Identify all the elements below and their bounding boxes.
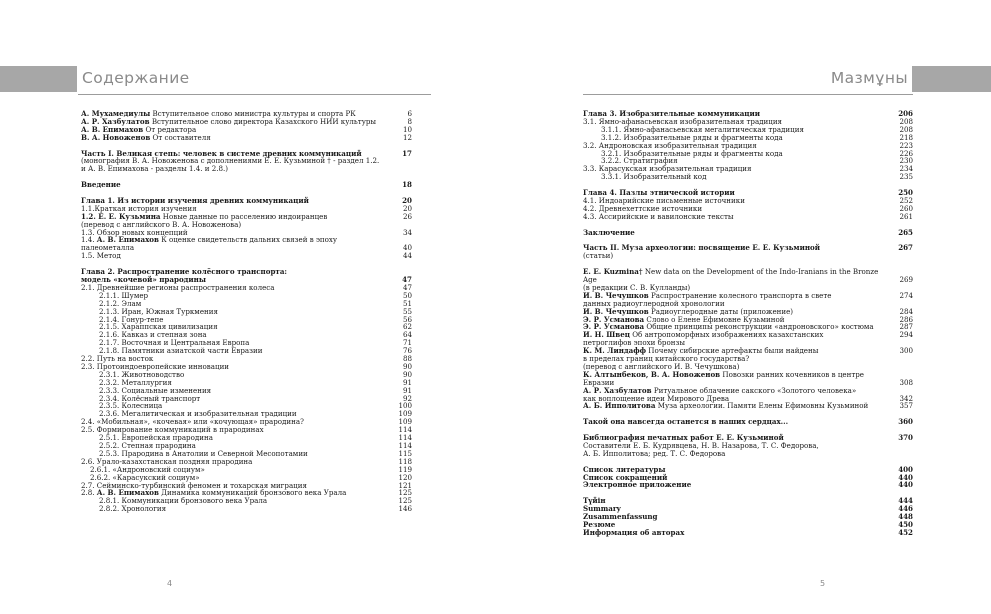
toc-entry-text: 2.3.6. Мегалитическая и изобразительная традиции (99, 409, 297, 419)
toc-entry-author: А. Б. Ипполитова (583, 401, 656, 411)
toc-entry-text: Введение (81, 180, 121, 190)
toc-entry-title (583, 229, 889, 237)
toc-entry-text: 3.1. Ямно-афанасьевская изобразительная традиция (583, 116, 783, 126)
toc-entry-title (583, 529, 889, 537)
toc-entry-page: 125 (398, 496, 412, 506)
toc-entry-text: От составителя (152, 132, 211, 142)
toc-entry-page: 18 (402, 180, 412, 190)
toc-entry-author: И. В. Чечушков (583, 290, 649, 300)
toc-entry-text: Повозки ранних кочевников в центре Евразии (583, 369, 865, 387)
toc-entry-page: 26 (402, 211, 412, 221)
toc-entry-page: 118 (398, 456, 412, 466)
toc-entry-title (583, 213, 889, 221)
toc-entry-text: 3.3. Карасукская изобразительная традиция (583, 164, 752, 174)
toc-entry-text: Заключение (583, 227, 635, 237)
toc-entry-page: 440 (898, 472, 913, 482)
toc-entry-page: 261 (899, 211, 913, 221)
toc-entry-page: 235 (899, 172, 913, 182)
toc-entry-page: 90 (402, 361, 412, 371)
toc-entry-text: Радиоуглеродные даты (приложение) (650, 306, 794, 316)
toc-entry-page: 64 (402, 330, 412, 340)
toc-entry-text: 1.5. Метод (81, 251, 121, 261)
toc-entry-text: 4.3. Ассирийские и вавилонские тексты (583, 211, 734, 221)
toc-entry-title (583, 402, 889, 410)
toc-entry-text: 2.2. Путь на восток (81, 354, 154, 364)
toc-entry-text: 4.1. Индоарийские письменные источники (583, 195, 745, 205)
toc-entry (81, 236, 412, 252)
toc-entry-text: и А. В. Епимахова - разделы 1.4. и 2.8.) (81, 164, 229, 174)
toc-entry-page: 208 (899, 124, 913, 134)
toc-entry-page: 300 (899, 346, 913, 356)
toc-entry-page: 357 (899, 401, 913, 411)
toc-spacer (583, 489, 913, 497)
toc-entry-text: (перевод с английского В. А. Новоженова) (81, 219, 242, 229)
toc-entry-text: Новые данные по расселению индоиранцев (162, 211, 328, 221)
toc-entry (583, 213, 913, 221)
toc-entry-page: 448 (898, 512, 913, 522)
toc-entry-title (583, 252, 889, 260)
toc-entry-text: 2.8.2. Хронология (99, 504, 167, 514)
toc-entry-text: 2.7. Сейминско-турбинский феномен и тохарская миграция (81, 480, 307, 490)
right-page-title: Мазмұны (830, 69, 908, 87)
toc-entry-title (583, 268, 889, 284)
toc-entry-page: 114 (398, 433, 412, 443)
left-header-bar (0, 66, 77, 92)
toc-entry-text: 2.6.2. «Карасукский социум» (90, 472, 200, 482)
toc-entry-text: (статьи) (583, 251, 614, 261)
toc-entry-title (583, 481, 889, 489)
toc-entry-text: Об антропоморфных изображениях казахстанских (632, 330, 824, 340)
toc-entry-title (583, 513, 889, 521)
toc-entry-text: Список сокращений (583, 472, 668, 482)
toc-entry-text: 4.2. Древнехеттские источники (583, 203, 703, 213)
toc-entry-title (583, 371, 889, 387)
toc-entry-text: 3.1.1. Ямно-афанасьевская мегалитическая традиция (601, 124, 804, 134)
toc-entry-author: Е. Е. Kuzmina† (583, 267, 643, 277)
toc-entry-page: 44 (402, 251, 412, 261)
toc-entry-author: А. В. Епимахов (81, 124, 144, 134)
toc-entry-text: (в редакции С. В. Кулланды) (583, 282, 691, 292)
toc-entry (81, 181, 412, 189)
toc-entry-page: 260 (899, 203, 913, 213)
toc-entry-page: 62 (402, 322, 412, 332)
toc-entry-text: Такой она навсегда останется в наших сердцах... (583, 417, 789, 427)
toc-entry-page: 286 (899, 314, 913, 324)
toc-entry-text: Динамика коммуникаций бронзового века Урала (161, 488, 347, 498)
toc-entry-page: 17 (402, 148, 412, 158)
toc-entry-text: Глава 4. Пазлы этнической истории (583, 188, 735, 198)
toc-entry-title (583, 418, 889, 426)
toc-entry-page: 109 (398, 417, 412, 427)
left-divider (78, 94, 431, 95)
toc-entry (81, 252, 412, 260)
left-page-title: Содержание (82, 69, 190, 87)
toc-entry-text: 2.1.4. Гонур-тепе (99, 314, 164, 324)
toc-entry-text: 2.1.5. Хараппская цивилизация (99, 322, 218, 332)
toc-entry-text: 2.3. Протоиндоевропейские инновации (81, 361, 230, 371)
toc-entry-text: Часть II. Муза археологии: посвящение Е. Е. Кузьминой (583, 243, 821, 253)
toc-entry-page: 308 (899, 377, 913, 387)
toc-entry-page: 252 (899, 195, 913, 205)
toc-entry (583, 513, 913, 521)
toc-entry-author: 1.2. Е. Е. Кузьмина (81, 211, 161, 221)
toc-entry-page: 444 (898, 496, 913, 506)
toc-entry-text: Общие принципы реконструкции «андроновского» костюма (646, 322, 874, 332)
toc-entry-author: А. В. Епимахов (96, 235, 159, 245)
toc-entry-page: 370 (898, 433, 913, 443)
toc-entry-text: Глава 2. Распространение колёсного транспорта: (81, 267, 288, 277)
toc-entry-page: 287 (899, 322, 913, 332)
toc-entry-text: 2.1.1. Шумер (99, 290, 149, 300)
toc-entry-title (583, 173, 889, 181)
toc-entry-page: 206 (898, 109, 913, 118)
toc-entry-text: А. Б. Ипполитова; ред. Т. С. Федорова (583, 448, 726, 458)
toc-entry-page: 234 (899, 164, 913, 174)
toc-entry (583, 481, 913, 489)
toc-entry-text: 3.2. Андроновская изобразительная традиция (583, 140, 757, 150)
toc-entry-text: 1.1.Краткая история изучения (81, 203, 197, 213)
toc-entry-text: 2.5. Формирование коммуникаций в прародинах (81, 425, 264, 435)
toc-entry-text: Түйін (583, 496, 606, 506)
toc-entry-title (81, 165, 388, 173)
right-page-number: 5 (820, 579, 826, 588)
toc-entry-text: Глава 1. Из истории изучения древних коммуникаций (81, 195, 309, 205)
toc-entry-author: И. Н. Швец (583, 330, 630, 340)
toc-entry (81, 165, 412, 173)
toc-entry-page: 10 (402, 124, 412, 134)
toc-entry-page: 114 (398, 425, 412, 435)
toc-entry-page: 56 (402, 314, 412, 324)
toc-entry-text: (перевод с английского И. В. Чечушкова) (583, 361, 740, 371)
toc-spacer (81, 173, 412, 181)
toc-entry-text: петроглифов эпохи бронзы (583, 338, 685, 348)
toc-entry (81, 134, 412, 142)
toc-entry-text: 2.5.2. Степная прародина (99, 441, 196, 450)
toc-entry-page: 8 (407, 116, 412, 126)
toc-entry-text: 2.3.2. Металлургия (99, 377, 172, 387)
toc-entry-text: 2.6. Урало-казахстанская поздняя прародина (81, 456, 253, 466)
toc-entry-text: 2.1.2. Элам (99, 298, 142, 308)
toc-entry-page: 146 (398, 504, 412, 514)
toc-entry-page: 267 (898, 243, 913, 253)
toc-entry-page: 91 (402, 385, 412, 395)
toc-entry-text: Вступительное слово директора Казахского НИИ культуры (151, 116, 377, 126)
toc-entry-text: 3.3.1. Изобразительный код (601, 172, 707, 182)
toc-entry-text: 2.5.1. Европейская прародина (99, 433, 213, 443)
toc-entry-author: В. А. Новоженов (81, 132, 151, 142)
toc-entry-page: 452 (898, 527, 913, 537)
toc-entry-page: 50 (402, 290, 412, 300)
toc-entry-text: Резюме (583, 520, 616, 529)
toc-entry-page: 446 (898, 504, 913, 514)
toc-entry (583, 529, 913, 537)
toc-entry-page: 115 (398, 448, 412, 458)
toc-entry-page: 20 (402, 203, 412, 213)
toc-entry-page: 440 (898, 480, 913, 490)
toc-entry (583, 418, 913, 426)
toc-entry-author: А. Мухамедиулы (81, 109, 151, 118)
toc-entry-page: 119 (398, 464, 412, 474)
toc-entry-text: 2.3.1. Животноводство (99, 369, 185, 379)
right-header-bar (912, 66, 991, 92)
toc-entry-page: 120 (398, 472, 412, 482)
toc-entry-text: К оценке свидетельств дальних связей в эпоху палеометалла (81, 235, 338, 253)
toc-entry-page: 265 (898, 227, 913, 237)
toc-entry-text: (монография В. А. Новоженова с дополнениями Е. Е. Кузьминой † - раздел 1.2. (81, 156, 380, 166)
toc-entry-page: 125 (398, 488, 412, 498)
toc-entry-text: 2.3.3. Социальные изменения (99, 385, 212, 395)
toc-entry-text: Ритуальное облачение сакского «Золотого человека» (653, 385, 857, 395)
toc-entry-page: 400 (898, 464, 913, 474)
toc-entry-author: А. В. Епимахов (96, 488, 159, 498)
toc-entry-text: 2.1.7. Восточная и Центральная Европа (99, 338, 250, 348)
toc-entry-text: Список литературы (583, 464, 666, 474)
toc-entry-page: 6 (407, 109, 412, 118)
toc-entry-text: 2.4. «Мобильная», «кочевая» или «кочующая» прародина? (81, 417, 304, 427)
toc-entry-page: 55 (402, 306, 412, 316)
toc-entry-page: 100 (398, 401, 412, 411)
toc-entry-text: Zusammenfassung (583, 512, 658, 522)
toc-entry-text: 2.1.3. Иран, Южная Туркмения (99, 306, 218, 316)
toc-entry-page: 208 (899, 116, 913, 126)
toc-entry-page: 76 (402, 346, 412, 356)
toc-entry-text: в пределах границ китайского государства? (583, 354, 750, 364)
toc-entry-page: 90 (402, 369, 412, 379)
toc-entry-page: 226 (899, 148, 913, 158)
toc-entry-author: Э. Р. Усманова (583, 322, 645, 332)
toc-entry (583, 497, 913, 505)
left-page-number: 4 (167, 579, 173, 588)
toc-entry-page: 47 (402, 282, 412, 292)
toc-entry-number: 1.4. (81, 235, 97, 245)
toc-entry-text: Муза археологии. Памяти Елены Ефимовны Кузьминой (657, 401, 869, 411)
toc-entry-text: 2.1. Древнейшие регионы распространения колеса (81, 282, 275, 292)
toc-entry-text: Информация об авторах (583, 527, 685, 537)
right-table-of-contents (583, 110, 913, 537)
toc-entry-text: 3.2.2. Стратиграфия (601, 156, 678, 166)
toc-entry-page: 342 (899, 393, 913, 403)
toc-entry-text: Вступительное слово министра культуры и спорта РК (152, 109, 356, 118)
right-divider (583, 94, 913, 95)
toc-entry-page: 71 (402, 338, 412, 348)
toc-entry (583, 252, 913, 260)
toc-entry-text: Электронное приложение (583, 480, 692, 490)
toc-entry-text: данных радиоуглеродной хронологии (583, 298, 725, 308)
toc-entry-text: 2.5.3. Прародина в Анатолии и Северной Месопотамии (99, 448, 308, 458)
toc-entry-text: 2.6.1. «Андроновский социум» (90, 464, 205, 474)
toc-entry-text: Глава 3. Изобразительные коммуникации (583, 109, 761, 118)
toc-entry-text: 2.1.8. Памятники азиатской части Евразии (99, 346, 263, 356)
toc-entry-page: 360 (898, 417, 913, 427)
toc-entry-title (81, 134, 388, 142)
toc-entry-text: 2.1.6. Кавказ и степная зона (99, 330, 207, 340)
toc-entry-page: 269 (899, 274, 913, 284)
toc-entry (583, 173, 913, 181)
toc-entry-title (81, 252, 388, 260)
toc-entry-page: 274 (899, 290, 913, 300)
toc-entry-text: Summary (583, 504, 621, 514)
toc-entry-page: 40 (402, 243, 412, 253)
toc-entry-page: 92 (402, 393, 412, 403)
toc-entry-text: 1.3. Обзор новых концепций (81, 227, 188, 237)
toc-entry-text: От редактора (145, 124, 197, 134)
toc-entry-page: 450 (898, 520, 913, 529)
toc-entry-number: 2.8. (81, 488, 97, 498)
toc-entry-text: New data on the Development of the Indo-Iranians in the Bronze Age (583, 267, 879, 284)
toc-entry-author: К. Алтынбеков, В. А. Новоженов (583, 369, 721, 379)
toc-entry-author: А. Р. Хазбулатов (583, 385, 652, 395)
toc-entry (583, 229, 913, 237)
toc-entry-title (583, 497, 889, 505)
toc-entry-text: Составители Е. Б. Кудрявцева, Н. В. Назарова, Т. С. Федорова, (583, 440, 819, 450)
toc-entry-page: 12 (402, 132, 412, 142)
toc-entry-page: 121 (398, 480, 412, 490)
toc-entry-page: 51 (402, 298, 412, 308)
toc-entry (583, 371, 913, 387)
toc-entry-title (81, 181, 388, 189)
toc-entry-page: 47 (402, 274, 412, 284)
left-table-of-contents (81, 110, 412, 513)
toc-entry-text: Распространение колесного транспорта в свете (650, 290, 832, 300)
toc-entry-title (81, 505, 388, 513)
toc-entry-text: Библиография печатных работ Е. Е. Кузьминой (583, 433, 784, 443)
toc-entry-text: 2.3.4. Колёсный транспорт (99, 393, 201, 403)
toc-entry-page: 284 (899, 306, 913, 316)
toc-entry (583, 402, 913, 410)
toc-entry-text: модель «кочевой» прародины (81, 274, 206, 284)
toc-entry-text: 2.3.5. Колесница (99, 401, 163, 411)
toc-entry-page: 250 (898, 188, 913, 198)
toc-entry-title (583, 450, 889, 458)
toc-entry (583, 450, 913, 458)
toc-entry-page: 20 (402, 195, 412, 205)
toc-entry-page: 294 (899, 330, 913, 340)
toc-entry-page: 223 (899, 140, 913, 150)
toc-entry-text: Почему сибирские артефакты были найдены (648, 346, 819, 356)
toc-entry-author: К. М. Линдафф (583, 346, 647, 356)
toc-entry-author: Э. Р. Усманова (583, 314, 645, 324)
toc-entry-page: 34 (402, 227, 412, 237)
toc-entry-author: А. Р. Хазбулатов (81, 116, 150, 126)
toc-entry-text: 3.2.1. Изобразительные ряды и фрагменты кода (601, 148, 783, 158)
toc-entry-text: Часть I. Великая степь: человек в системе древних коммуникаций (81, 148, 362, 158)
toc-entry-page: 91 (402, 377, 412, 387)
toc-entry-text: 3.1.2. Изобразительные ряды и фрагменты кода (601, 132, 783, 142)
toc-entry-title (81, 236, 388, 252)
toc-entry-text: 2.8.1. Коммуникации бронзового века Урала (99, 496, 268, 506)
toc-entry-page: 114 (398, 441, 412, 450)
toc-entry (81, 505, 412, 513)
toc-entry-page: 88 (402, 354, 412, 364)
toc-entry-page: 230 (899, 156, 913, 166)
toc-entry (583, 244, 913, 252)
toc-entry-author: И. В. Чечушков (583, 306, 649, 316)
toc-entry (583, 268, 913, 284)
toc-entry-page: 109 (398, 409, 412, 419)
toc-entry-text: как воплощение идеи Мирового Древа (583, 393, 730, 403)
toc-entry-page: 218 (899, 132, 913, 142)
toc-entry-text: Слово о Елене Ефимовне Кузьминой (646, 314, 785, 324)
toc-entry-title (583, 244, 889, 252)
